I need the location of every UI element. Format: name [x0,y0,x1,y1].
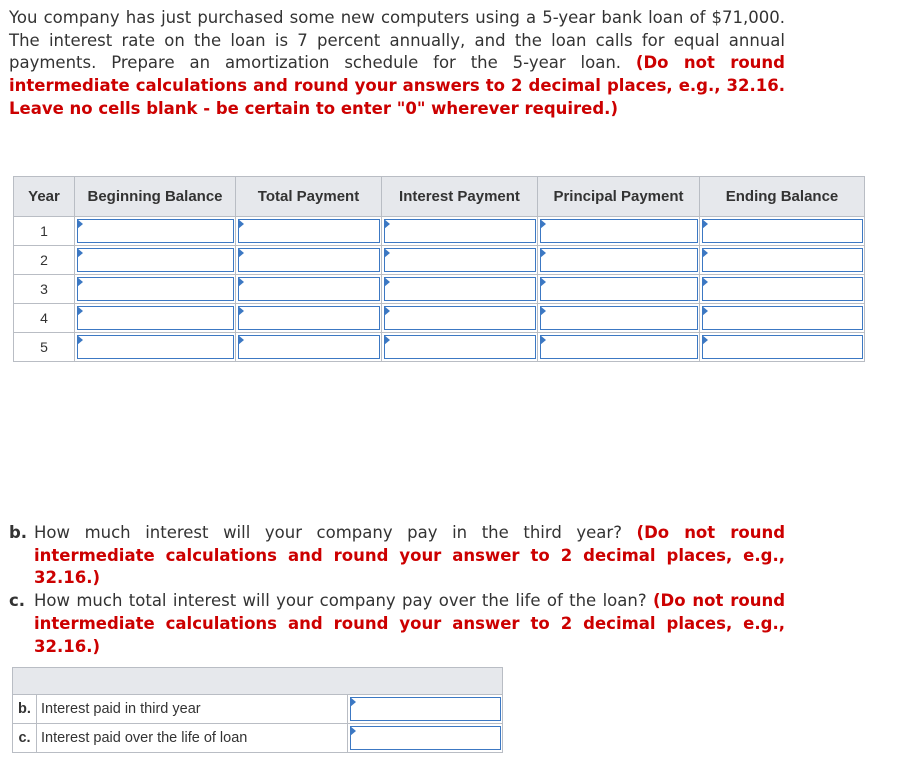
input-marker-icon [238,248,244,258]
amortization-body [14,217,865,362]
input-marker-icon [384,219,390,229]
total-payment-input[interactable] [238,277,380,301]
total-interest-input[interactable] [350,726,501,750]
ending-balance-input[interactable] [702,277,863,301]
question-b-instruction: (Do not round intermediate calculations and round your answer to 2 decimal places, e.g., 32.16.) [34,523,786,588]
year-cell: 5 [14,333,75,362]
input-marker-icon [77,306,83,316]
table-row [14,275,865,304]
principal-payment-input[interactable] [540,219,698,243]
input-marker-icon [540,248,546,258]
interest-payment-input[interactable] [384,277,536,301]
table-row [14,246,865,275]
input-marker-icon [77,335,83,345]
question-c-instruction: (Do not round intermediate calculations and round your answer to 2 decimal places, e.g., 32.16.) [34,591,786,656]
input-marker-icon [77,277,83,287]
question-c-text: How much total interest will your company pay over the life of the loan? [34,591,653,611]
input-marker-icon [384,277,390,287]
answer-table [12,667,503,753]
answer-row-b [13,695,503,724]
answer-label-b: b. [13,695,37,724]
answer-row-c [13,724,503,753]
input-marker-icon [350,726,356,736]
header-principal-payment: Principal Payment [538,177,700,217]
year-cell: 4 [14,304,75,333]
input-marker-icon [540,306,546,316]
beginning-balance-input[interactable] [77,219,234,243]
input-marker-icon [540,277,546,287]
ending-balance-input[interactable] [702,248,863,272]
table-row [14,304,865,333]
year-cell: 2 [14,246,75,275]
answer-desc-b: Interest paid in third year [37,695,348,724]
rounding-instruction: (Do not round intermediate calculations and round your answers to 2 decimal places, e.g., 32.16. Leave no cells blank - be certain to enter "0" wherever required.) [9,53,785,118]
input-marker-icon [77,248,83,258]
input-marker-icon [702,219,708,229]
header-year: Year [14,177,75,217]
questions [9,522,785,658]
table-header-row [14,177,865,217]
input-marker-icon [238,335,244,345]
principal-payment-input[interactable] [540,335,698,359]
question-b [9,522,785,590]
header-ending-balance: Ending Balance [700,177,865,217]
question-b-label: b. [9,523,28,542]
interest-payment-input[interactable] [384,335,536,359]
principal-payment-input[interactable] [540,277,698,301]
total-payment-input[interactable] [238,248,380,272]
principal-payment-input[interactable] [540,306,698,330]
answer-table-header [13,668,503,695]
interest-payment-input[interactable] [384,306,536,330]
input-marker-icon [238,277,244,287]
table-row [14,217,865,246]
input-marker-icon [540,219,546,229]
total-payment-input[interactable] [238,306,380,330]
total-payment-input[interactable] [238,219,380,243]
input-marker-icon [702,335,708,345]
table-row [14,333,865,362]
year-cell: 3 [14,275,75,304]
beginning-balance-input[interactable] [77,248,234,272]
input-marker-icon [384,335,390,345]
interest-third-year-input[interactable] [350,697,501,721]
header-total-payment: Total Payment [236,177,382,217]
input-marker-icon [702,277,708,287]
total-payment-input[interactable] [238,335,380,359]
question-c-label: c. [9,591,26,611]
ending-balance-input[interactable] [702,335,863,359]
problem-statement [9,7,785,121]
input-marker-icon [384,306,390,316]
beginning-balance-input[interactable] [77,306,234,330]
interest-payment-input[interactable] [384,219,536,243]
year-cell: 1 [14,217,75,246]
beginning-balance-input[interactable] [77,277,234,301]
question-c [9,590,785,658]
interest-payment-input[interactable] [384,248,536,272]
input-marker-icon [702,306,708,316]
input-marker-icon [702,248,708,258]
input-marker-icon [350,697,356,707]
answer-desc-c: Interest paid over the life of loan [37,724,348,753]
ending-balance-input[interactable] [702,306,863,330]
amortization-table [13,176,865,362]
header-beginning-balance: Beginning Balance [75,177,236,217]
ending-balance-input[interactable] [702,219,863,243]
input-marker-icon [540,335,546,345]
beginning-balance-input[interactable] [77,335,234,359]
question-b-text: How much interest will your company pay in the third year? [34,523,637,542]
input-marker-icon [238,219,244,229]
principal-payment-input[interactable] [540,248,698,272]
answer-label-c: c. [13,724,37,753]
header-interest-payment: Interest Payment [382,177,538,217]
problem-text: You company has just purchased some new computers using a 5-year bank loan of $71,000. The interest rate on the loan is 7 percent annually, and the loan calls for equal annual payments. Prepare an amortization schedule for the 5-year loan. [9,8,785,73]
input-marker-icon [238,306,244,316]
input-marker-icon [384,248,390,258]
input-marker-icon [77,219,83,229]
